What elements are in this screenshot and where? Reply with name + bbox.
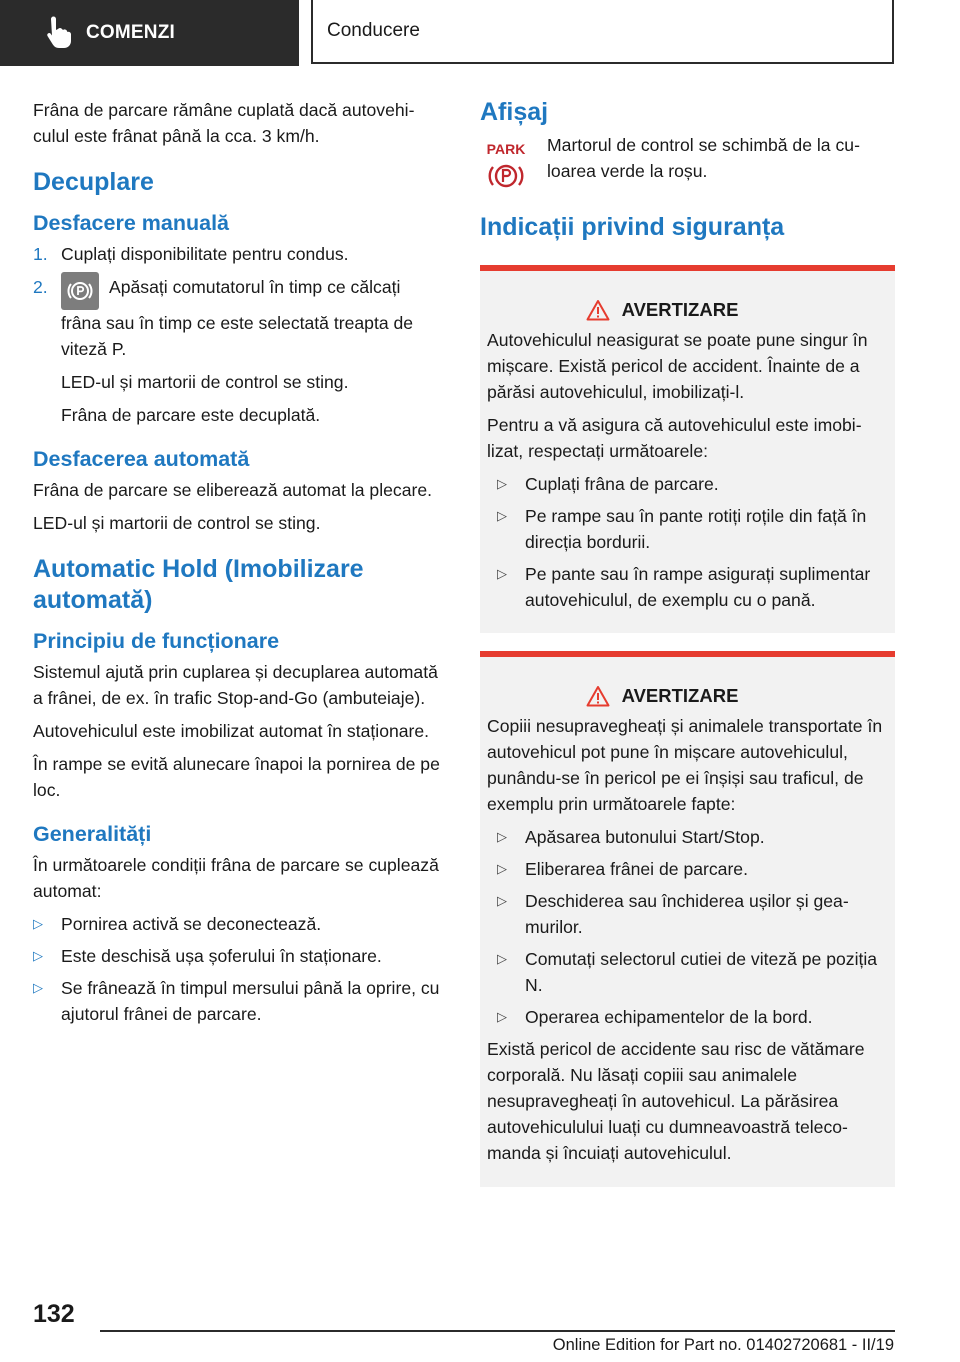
warning-header bbox=[487, 683, 887, 709]
principiu-paragraph: Autovehiculul este imobilizat automat în staționare. bbox=[33, 721, 430, 741]
list-item: ▷ Este deschisă ușa șoferului în staționare. bbox=[33, 946, 382, 966]
warning-header bbox=[487, 297, 887, 323]
step-2 bbox=[33, 274, 443, 362]
section-label: COMENZI bbox=[86, 22, 176, 43]
list-item: ▷ Eliberarea frânei de parcare. bbox=[497, 859, 748, 879]
warning-paragraph: Copiii nesupravegheați și animalele transportate în autovehicul pot pune în mișcare autovehiculul, punându-se în pericol pe ei înșiși sau traficul, de exemplu prin următoarele fapte: bbox=[487, 716, 883, 814]
warning-paragraph: Există pericol de accidente sau risc de vătămare corporală. Nu lăsați copiii sau animalele nesupravegheați în autovehicul. La părăsirea autovehiculului luați cu dumneavoastră telecomanda și încuiați autovehiculul. bbox=[487, 1039, 865, 1163]
list-item: ▷ Cuplați frâna de parcare. bbox=[497, 474, 719, 494]
step-2-note: LED-ul și martorii de control se sting. bbox=[61, 372, 349, 392]
step-number: 2. bbox=[33, 277, 48, 297]
general-paragraph: În următoarele condiții frâna de parcare se cuplează automat: bbox=[33, 855, 439, 901]
heading-hold: Automatic Hold (Imobilizare automată) bbox=[33, 555, 364, 614]
heading-decuplare: Decuplare bbox=[33, 168, 154, 196]
heading-afisaj: Afișaj bbox=[480, 98, 549, 126]
left-column bbox=[33, 97, 443, 1033]
list-item: ▷ Operarea echipamentelor de la bord. bbox=[497, 1007, 813, 1027]
auto-paragraph: Frâna de parcare se eliberează automat la plecare. bbox=[33, 480, 433, 500]
warning-paragraph: Autovehiculul neasigurat se poate pune singur în mișcare. Există pericol de accident. Înainte de a părăsi autovehiculul, imobilizați-l. bbox=[487, 330, 868, 402]
intro-paragraph: Frâna de parcare rămâne cuplată dacă autovehiculul este frânat până la cca. 3 km/h. bbox=[33, 100, 415, 146]
section-tab bbox=[0, 0, 299, 66]
heading-general: Generalități bbox=[33, 822, 152, 846]
warning-title: AVERTIZARE bbox=[621, 299, 739, 320]
svg-text:PARK: PARK bbox=[486, 141, 526, 157]
list-item: ▷ Pe rampe sau în pante rotiți roțile din față în direcția bordurii. bbox=[497, 506, 867, 552]
heading-auto: Desfacerea automată bbox=[33, 447, 250, 471]
list-item: ▷ Pe pante sau în rampe asigurați suplimentar autovehiculul, de exemplu cu o pană. bbox=[497, 564, 871, 610]
list-item: ▷ Pornirea activă se deconectează. bbox=[33, 914, 322, 934]
auto-paragraph: LED-ul și martorii de control se sting. bbox=[33, 513, 321, 533]
principiu-paragraph: Sistemul ajută prin cuplarea și decuplarea automată a frânei, de ex. în trafic Stop-and-Go (ambuteiaje). bbox=[33, 662, 438, 708]
step-2-note: Frâna de parcare este decuplată. bbox=[61, 405, 321, 425]
parking-brake-switch-icon bbox=[61, 272, 99, 310]
chapter-tab bbox=[311, 0, 894, 64]
page-number: 132 bbox=[33, 1300, 75, 1328]
afisaj-row bbox=[480, 132, 895, 196]
warning-list bbox=[497, 471, 887, 613]
list-item: ▷ Comutați selectorul cutiei de viteză pe poziția N. bbox=[497, 949, 878, 995]
hand-pointer-icon bbox=[38, 15, 74, 51]
park-indicator-icon bbox=[480, 140, 532, 196]
warning-paragraph: Pentru a vă asigura că autovehiculul este imobilizat, respectați următoarele: bbox=[487, 415, 862, 461]
heading-siguranta: Indicații privind siguranța bbox=[480, 213, 785, 241]
step-text: Cuplați disponibilitate pentru condus. bbox=[61, 244, 349, 264]
principiu-paragraph: În rampe se evită alunecare înapoi la pornirea de pe loc. bbox=[33, 754, 440, 800]
heading-manual: Desfacere manuală bbox=[33, 211, 229, 235]
warning-title: AVERTIZARE bbox=[621, 685, 739, 706]
step-text: Apăsați comutatorul în timp ce călcați frâna sau în timp ce este selectată treapta de viteză P. bbox=[61, 277, 414, 359]
afisaj-text: Martorul de control se schimbă de la culoarea verde la roșu. bbox=[547, 135, 860, 181]
edition-text: Online Edition for Part no. 01402720681 - II/19 bbox=[552, 1336, 894, 1354]
step-number: 1. bbox=[33, 244, 48, 264]
list-item: ▷ Deschiderea sau închiderea ușilor și geamurilor. bbox=[497, 891, 849, 937]
heading-principiu: Principiu de funcționare bbox=[33, 629, 280, 653]
general-list bbox=[33, 911, 443, 1027]
warning-triangle-icon bbox=[586, 299, 610, 321]
warning-triangle-icon bbox=[586, 685, 610, 707]
list-item: ▷ Se frânează în timpul mersului până la oprire, cu ajutorul frânei de parcare. bbox=[33, 978, 440, 1024]
step-1 bbox=[33, 241, 443, 267]
warning-list bbox=[497, 824, 887, 1030]
chapter-label: Conducere bbox=[327, 20, 420, 41]
right-column bbox=[480, 97, 895, 1199]
footer-divider bbox=[100, 1330, 895, 1332]
warning-box bbox=[480, 651, 895, 1187]
list-item: ▷ Apăsarea butonului Start/Stop. bbox=[497, 827, 765, 847]
warning-box bbox=[480, 265, 895, 633]
